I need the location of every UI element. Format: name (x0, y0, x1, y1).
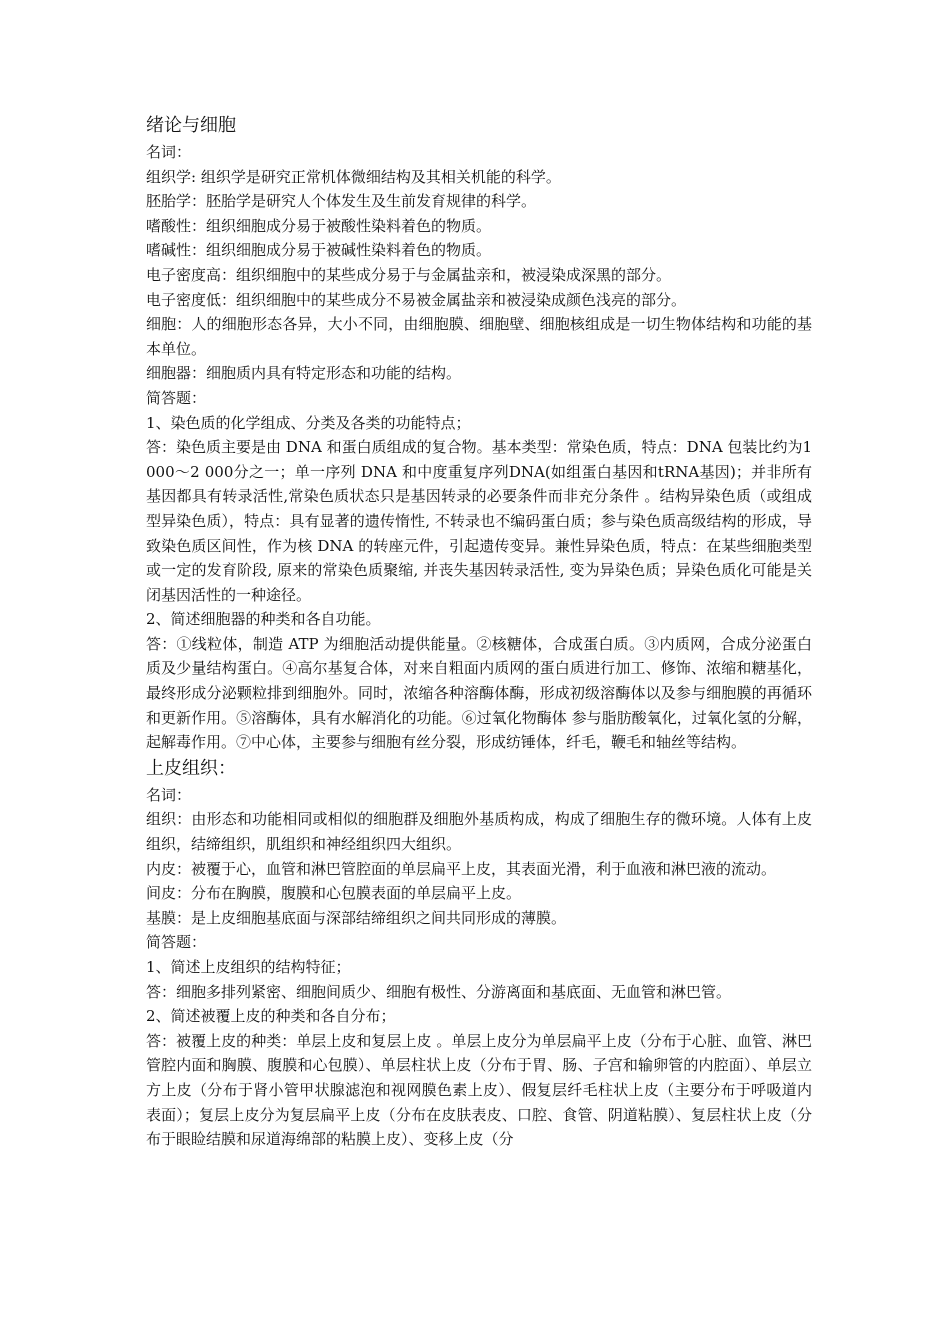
section-title-intro-cell: 绪论与细胞 (146, 115, 236, 136)
term-tissue: 组织：由形态和功能相同或相似的细胞群及细胞外基质构成，构成了细胞生存的微环境。人体有上皮组织，结缔组织，肌组织和神经组织四大组织。 (146, 810, 812, 854)
term-histology: 组织学: 组织学是研究正常机体微细结构及其相关机能的科学。 (146, 167, 561, 186)
term-endothelium: 内皮：被覆于心，血管和淋巴管腔面的单层扁平上皮，其表面光滑，利于血液和淋巴液的流动。 (146, 859, 777, 878)
qa-label: 简答题： (146, 388, 207, 407)
answer-epithelium-features: 答：细胞多排列紧密、细胞间质少、细胞有极性、分游离面和基底面、无血管和淋巴管。 (146, 982, 732, 1001)
answer-chromatin: 答：染色质主要是由 DNA 和蛋白质组成的复合物。基本类型：常染色质，特点：DNA 包装比约为1 000～2 000分之一；单一序列 DNA 和中度重复序列DNA(如组蛋白基因和tRNA基因)；并非所有基因都具有转录活性,常染色质状态只是基因转录的必要条件而非充分条件 。结构异染色质（或组成型异染色质），特点：具有显著的遗传惰性, 不转录也不编码蛋白质；参与染色质高级结构的形成，导致染色质区间性，作为核 DNA 的转座元件，引起遗传变异。兼性异染色质，特点：在某些细胞类型或一定的发育阶段, 原来的常染色质聚缩, 并丧失基因转录活性, 变为异染色质；异染色质化可能是关闭基因活性的一种途径。 (146, 438, 812, 604)
term-electron-lucent: 电子密度低：组织细胞中的某些成分不易被金属盐亲和被浸染成颜色浅亮的部分。 (146, 290, 687, 309)
term-organelle: 细胞器：细胞质内具有特定形态和功能的结构。 (146, 364, 462, 383)
terms-label: 名词： (146, 143, 192, 161)
term-embryology: 胚胎学：胚胎学是研究人个体发生及生前发育规律的科学。 (146, 192, 537, 211)
question-chromatin: 1、染色质的化学组成、分类及各类的功能特点； (146, 413, 471, 432)
answer-covering-epithelium: 答：被覆上皮的种类：单层上皮和复层上皮 。单层上皮分为单层扁平上皮（分布于心脏、血管、淋巴管腔内面和胸膜、腹膜和心包膜）、单层柱状上皮（分布于胃、肠、子宫和输卵管的内腔面）、单层立方上皮（分布于肾小管甲状腺滤泡和视网膜色素上皮）、假复层纤毛柱状上皮（主要分布于呼吸道内表面）；复层上皮分为复层扁平上皮（分布在皮肤表皮、口腔、食管、阴道粘膜）、复层柱状上皮（分布于眼睑结膜和尿道海绵部的粘膜上皮）、变移上皮（分 (146, 1031, 812, 1149)
term-cell: 细胞：人的细胞形态各异，大小不同，由细胞膜、细胞壁、细胞核组成是一切生物体结构和功能的基本单位。 (146, 315, 812, 358)
answer-organelles: 答：①线粒体，制造 ATP 为细胞活动提供能量。②核糖体，合成蛋白质。③内质网，合成分泌蛋白质及少量结构蛋白。④高尔基复合体，对来自粗面内质网的蛋白质进行加工、修饰、浓缩和糖基化，最终形成分泌颗粒排到细胞外。同时，浓缩各种溶酶体酶，形成初级溶酶体以及参与细胞膜的再循环和更新作用。⑤溶酶体，具有水解消化的功能。⑥过氧化物酶体 参与脂肪酸氧化，过氧化氢的分解，起解毒作用。⑦中心体，主要参与细胞有丝分裂，形成纺锤体，纤毛，鞭毛和轴丝等结构。 (146, 634, 812, 752)
question-organelles: 2、简述细胞器的种类和各自功能。 (146, 610, 381, 629)
document-page (146, 112, 812, 1152)
term-basophilic: 嗜碱性：组织细胞成分易于被碱性染料着色的物质。 (146, 241, 492, 260)
question-covering-epithelium: 2、简述被覆上皮的种类和各自分布； (146, 1007, 396, 1026)
qa-label: 简答题： (146, 933, 207, 952)
term-mesothelium: 间皮：分布在胸膜，腹膜和心包膜表面的单层扁平上皮。 (146, 884, 522, 903)
term-electron-dense: 电子密度高：组织细胞中的某些成分易于与金属盐亲和，被浸染成深黑的部分。 (146, 265, 672, 284)
term-acidophilic: 嗜酸性：组织细胞成分易于被酸性染料着色的物质。 (146, 216, 492, 235)
question-epithelium-features: 1、简述上皮组织的结构特征； (146, 958, 351, 976)
section-title-epithelium: 上皮组织： (146, 757, 236, 779)
terms-label: 名词： (146, 785, 192, 804)
term-basement-membrane: 基膜：是上皮细胞基底面与深部结缔组织之间共同形成的薄膜。 (146, 908, 567, 927)
